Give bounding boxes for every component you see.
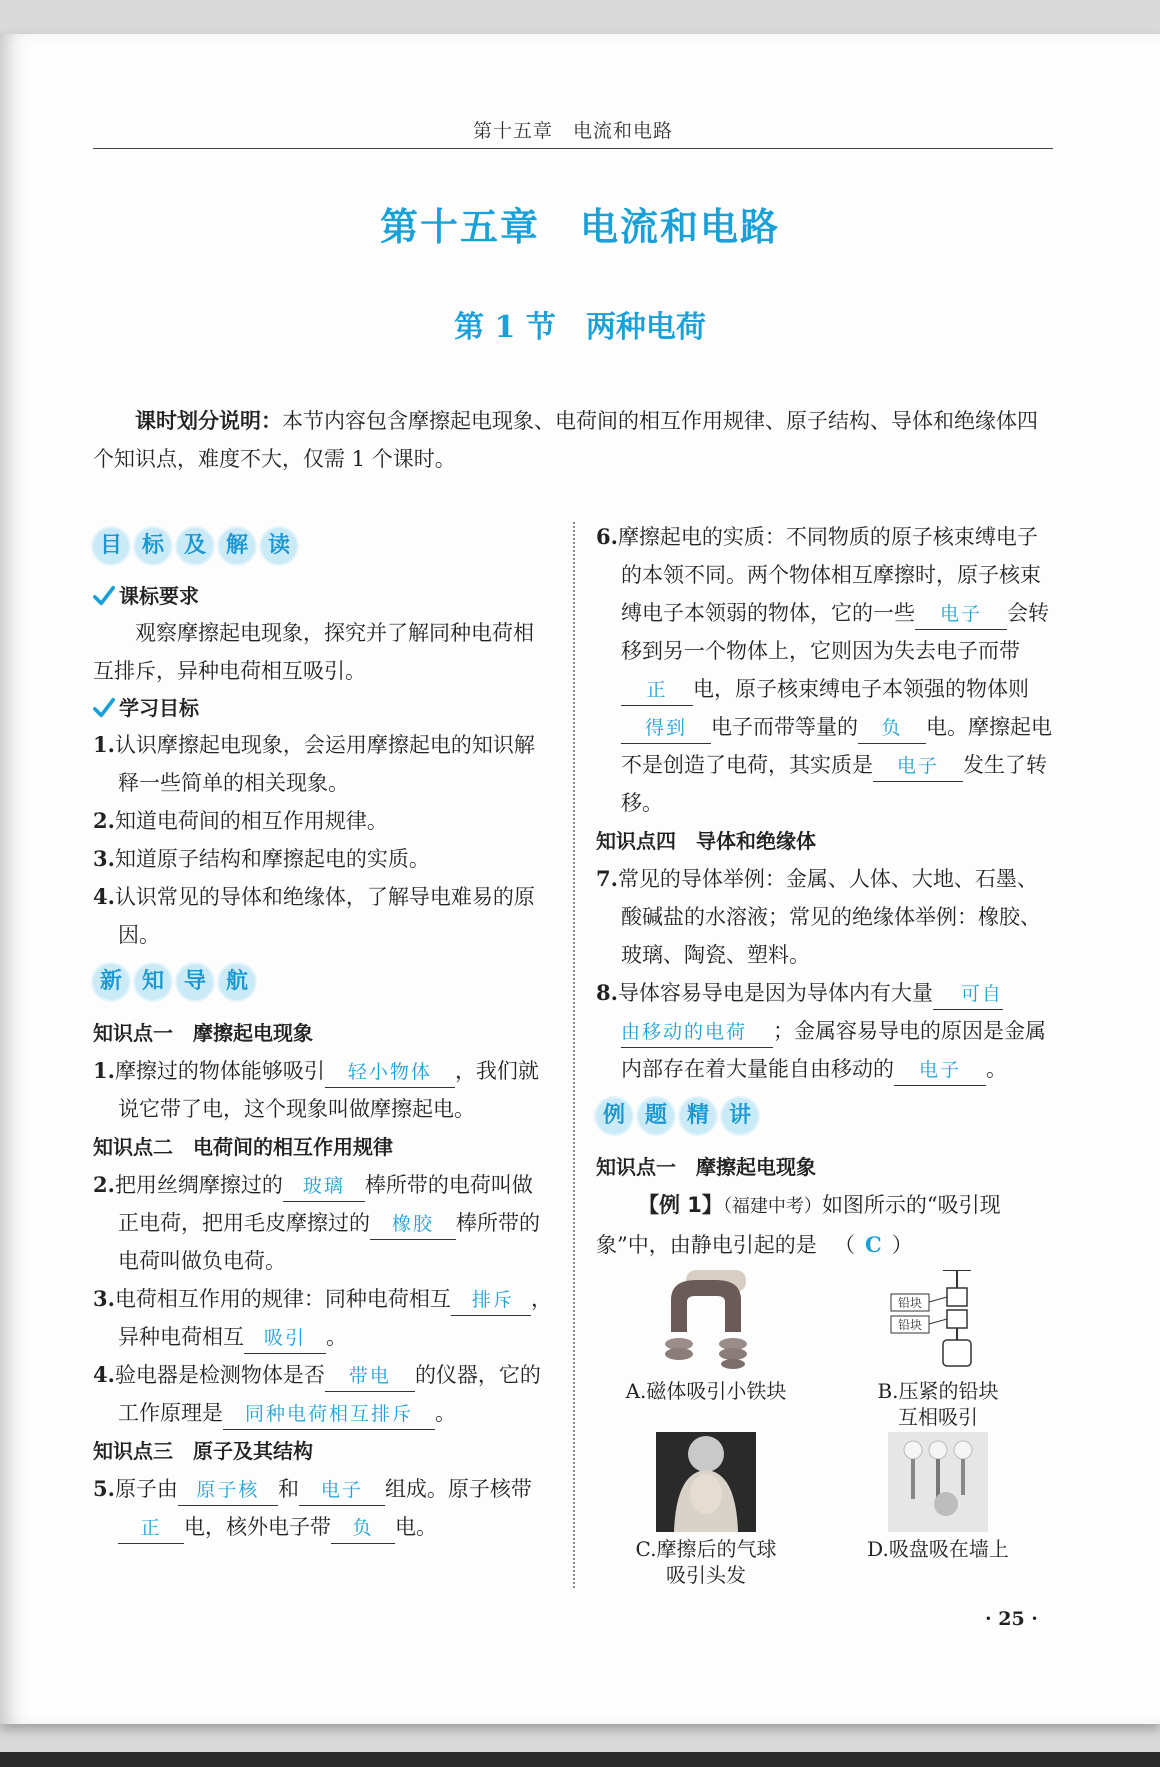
- banner-char: 导: [177, 964, 213, 1000]
- answer-blank: 得到: [621, 713, 711, 744]
- item-number: 7.: [596, 866, 618, 891]
- question-text: 和: [277, 1477, 299, 1501]
- question-text: 把用丝绸摩擦过的: [114, 1173, 283, 1197]
- magnet-illustration: [641, 1270, 771, 1374]
- answer-blank: 橡胶: [370, 1209, 456, 1240]
- banner-char: 航: [219, 964, 255, 1000]
- examples-banner: [596, 1098, 1056, 1134]
- figure-c-caption: C.摩擦后的气球: [635, 1537, 777, 1561]
- answer-blank: 电子: [894, 1055, 986, 1086]
- question-7: [596, 860, 1056, 974]
- item-number: 2.: [93, 1172, 115, 1197]
- answer-blank: 正: [621, 675, 693, 706]
- answer-blank: 负: [331, 1513, 395, 1544]
- new-knowledge-banner: [93, 964, 553, 1000]
- item-number: 3.: [93, 1286, 115, 1311]
- question-text: 组成。原子核带: [384, 1477, 532, 1501]
- question-text: ，我们就说它带了电，这个现象叫做摩擦起电。: [118, 1059, 539, 1121]
- item-number: 2.: [93, 808, 115, 833]
- answer-blank: 斥: [493, 1285, 531, 1316]
- banner-char: 目: [93, 528, 129, 564]
- question-text: 。: [326, 1325, 347, 1349]
- question-text: 导体容易导电是因为导体内有大量: [617, 981, 933, 1005]
- item-number: 3.: [93, 846, 115, 871]
- banner-char: 及: [177, 528, 213, 564]
- question-text: 棒所带的电荷叫做负电荷。: [118, 1211, 540, 1273]
- question-text: 电子而带等量的: [711, 715, 858, 739]
- question-text: 电。: [395, 1515, 437, 1539]
- banner-char: 精: [680, 1098, 716, 1134]
- answer-blank: 正: [118, 1513, 184, 1544]
- question-6: [596, 518, 1056, 822]
- knowledge-point-4-heading: 知识点四 导体和绝缘体: [596, 829, 816, 853]
- checkmark-icon: [93, 697, 115, 719]
- objective-text: 知道原子结构和摩擦起电的实质。: [114, 847, 430, 871]
- lead-label: 铅块: [897, 1318, 923, 1332]
- question-5: [93, 1470, 553, 1546]
- item-number: 1.: [93, 732, 115, 757]
- knowledge-point-2-heading: 知识点二 电荷间的相互作用规律: [93, 1135, 393, 1159]
- objective-text: 知道电荷间的相互作用规律。: [114, 809, 388, 833]
- question-text: 电，原子核束缚电子本领强的物体则: [693, 677, 1029, 701]
- balloon-hair-photo: [656, 1432, 756, 1532]
- question-1: [93, 1052, 553, 1128]
- checkmark-icon: [93, 585, 115, 607]
- figure-b-caption: B.压紧的铅块: [877, 1379, 999, 1403]
- suction-cups-photo: [888, 1432, 988, 1532]
- banner-char: 题: [638, 1098, 674, 1134]
- item-number: 4.: [93, 884, 115, 909]
- question-text: 电，核外电子带: [184, 1515, 331, 1539]
- item-number: 1.: [93, 1058, 115, 1083]
- objective-text: 认识常见的导体和绝缘体，了解导电难易的原因。: [114, 885, 535, 947]
- bottom-bar: [0, 1752, 1160, 1767]
- question-text: 电。摩擦起电不是创造了电荷，其实质是: [621, 715, 1052, 777]
- knowledge-point-3-heading: 知识点三 原子及其结构: [93, 1439, 313, 1463]
- knowledge-point-1-heading: 知识点一 摩擦起电现象: [93, 1021, 313, 1045]
- item-number: 6.: [596, 524, 618, 549]
- figure-d-caption: D.吸盘吸在墙上: [867, 1537, 1009, 1561]
- answer-blank: 同种电荷相互排斥: [223, 1399, 435, 1430]
- intro-text: 本节内容包含摩擦起电现象、电荷间的相互作用规律、原子结构、导体和绝缘体四个知识点，难度不大，仅需 1 个课时。: [93, 409, 1038, 471]
- column-divider: [573, 522, 575, 1588]
- answer-blank: 原子核: [178, 1475, 278, 1506]
- intro-label: 课时划分说明：: [135, 409, 282, 433]
- question-text: 。: [986, 1057, 1007, 1081]
- question-4: [93, 1356, 553, 1432]
- banner-char: 解: [219, 528, 255, 564]
- item-number: 4.: [93, 1362, 115, 1387]
- left-column: [93, 518, 553, 1546]
- objective-item: [93, 878, 553, 954]
- answer-blank: 电子: [299, 1475, 385, 1506]
- answer-blank: 吸引: [244, 1323, 326, 1354]
- objective-text: 认识摩擦起电现象，会运用摩擦起电的知识解释一些简单的相关现象。: [114, 733, 535, 795]
- goals-banner: [93, 528, 553, 564]
- answer-blank: 玻璃: [283, 1171, 365, 1202]
- chapter-title: 第十五章 电流和电路: [379, 205, 780, 249]
- page-number: · 25 ·: [985, 1608, 1038, 1630]
- objective-item: [93, 840, 553, 878]
- figure-c: [596, 1432, 816, 1588]
- answer-blank: 电子: [915, 599, 1007, 630]
- example-label: 【例 1】: [638, 1193, 723, 1217]
- question-8: [596, 974, 1056, 1088]
- item-number: 5.: [93, 1476, 115, 1501]
- objectives-heading: [93, 690, 553, 726]
- objective-item: [93, 726, 553, 802]
- example-answer: C: [865, 1232, 882, 1257]
- figure-a-caption: A.磁体吸引小铁块: [625, 1379, 787, 1403]
- figure-a: [596, 1270, 816, 1404]
- banner-char: 标: [135, 528, 171, 564]
- example-source: （福建中考）: [722, 1196, 822, 1217]
- right-column: [596, 518, 1056, 1600]
- objectives-heading-text: 学习目标: [119, 696, 199, 720]
- curriculum-text: 观察摩擦起电现象，探究并了解同种电荷相互排斥，异种电荷相互吸引。: [93, 621, 534, 683]
- question-text: 摩擦过的物体能够吸引: [114, 1059, 325, 1083]
- bracket-close: ）: [891, 1233, 913, 1257]
- figure-c-caption-2: 吸引头发: [666, 1563, 746, 1587]
- answer-blank: 带电: [325, 1361, 415, 1392]
- item-number: 8.: [596, 980, 618, 1005]
- bracket-open: （: [834, 1233, 856, 1257]
- question-text: 。: [435, 1401, 456, 1425]
- question-2: [93, 1166, 553, 1280]
- curriculum-heading: [93, 578, 553, 614]
- banner-char: 知: [135, 964, 171, 1000]
- answer-blank: 可自: [933, 979, 1003, 1010]
- question-text: 会转移到另一个物体上，它则因为失去电子而带: [621, 601, 1049, 663]
- example-text: 如图所示的“吸引现象”中，由静电引起的是: [596, 1193, 1001, 1257]
- lead-label: 铅块: [897, 1296, 923, 1310]
- question-text: 验电器是检测物体是否: [114, 1363, 325, 1387]
- lead-blocks-illustration: [873, 1270, 1003, 1374]
- example-knowledge-point-heading: 知识点一 摩擦起电现象: [596, 1155, 816, 1179]
- figure-b-caption-2: 互相吸引: [898, 1405, 978, 1429]
- question-text: 电荷相互作用的规律：同种电荷相互: [114, 1287, 451, 1311]
- curriculum-heading-text: 课标要求: [119, 584, 199, 608]
- question-3: [93, 1280, 553, 1356]
- example-1: [596, 1186, 1056, 1264]
- answer-blank: 轻小物体: [325, 1057, 455, 1088]
- header-rule: [93, 148, 1053, 149]
- question-text: 棒所带的电荷叫做正电荷，把用毛皮摩擦过的: [118, 1173, 533, 1235]
- question-text: 摩擦起电的实质：不同物质的原子核束缚电子的本领不同。两个物体相互摩擦时，原子核束缚电子本领弱的物体，它的一些: [617, 525, 1041, 625]
- answer-blank: 排: [451, 1285, 493, 1316]
- question-text: 的仪器，它的工作原理是: [118, 1363, 541, 1425]
- example-figures: [596, 1270, 1056, 1600]
- figure-d: [828, 1432, 1048, 1562]
- intro-paragraph: [93, 402, 1055, 478]
- question-text: 常见的导体举例：金属、人体、大地、石墨、酸碱盐的水溶液；常见的绝缘体举例：橡胶、玻璃、陶瓷、塑料。: [617, 867, 1041, 967]
- objective-item: [93, 802, 553, 840]
- running-header: 第十五章 电流和电路: [472, 120, 673, 142]
- banner-char: 新: [93, 964, 129, 1000]
- question-text: ，异种电荷相互: [118, 1287, 552, 1349]
- answer-blank: 负: [858, 713, 926, 744]
- answer-blank: 电子: [873, 751, 963, 782]
- question-text: ；金属容易导电的原因是金属内部存在着大量能自由移动的: [621, 1019, 1046, 1081]
- question-text: 原子由: [114, 1477, 178, 1501]
- banner-char: 讲: [722, 1098, 758, 1134]
- banner-char: 读: [261, 528, 297, 564]
- section-title: 第 1 节 两种电荷: [454, 310, 706, 345]
- answer-bracket: [817, 1226, 913, 1264]
- banner-char: 例: [596, 1098, 632, 1134]
- answer-blank: 由移动的电荷: [621, 1017, 773, 1048]
- figure-b: [828, 1270, 1048, 1430]
- question-text: 发生了转移。: [621, 753, 1047, 815]
